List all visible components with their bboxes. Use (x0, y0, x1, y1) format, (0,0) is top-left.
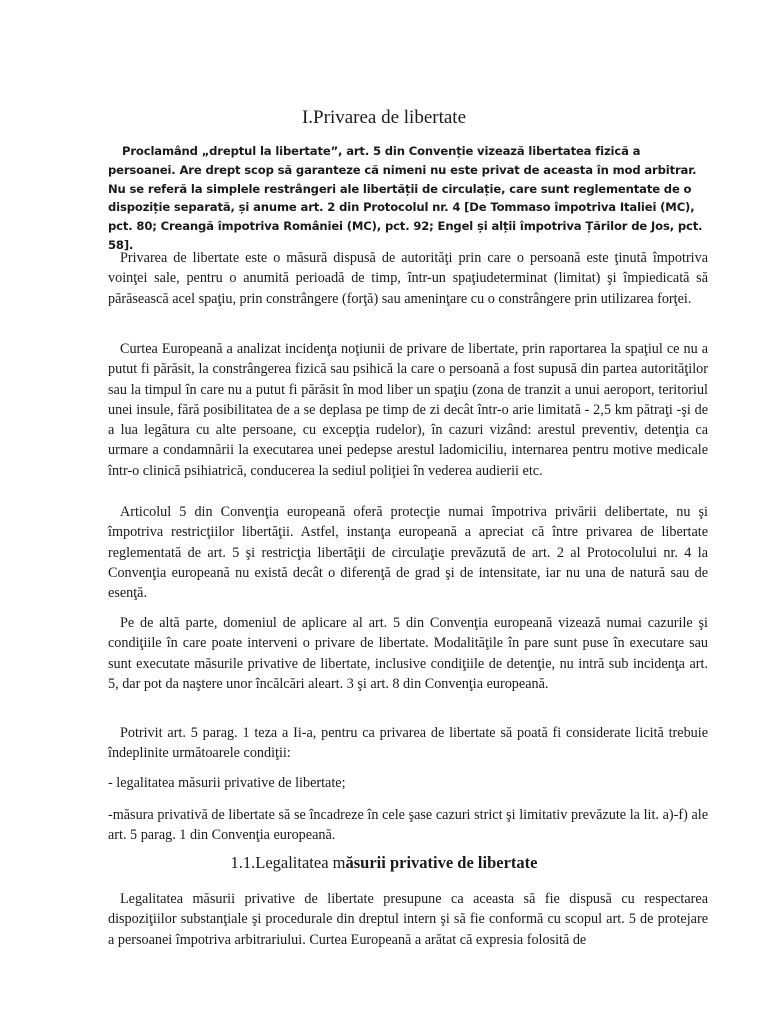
paragraph-legality: Legalitatea măsurii privative de libertate presupune ca aceasta să fie dispusă cu respectarea dispoziţiilor substanţiale şi procedurale din dreptul intern şi să fie conformă cu scopul art. 5 de protejare a persoanei împotriva arbitrariului. Curtea Europeană a arătat că expresia folosită de (108, 891, 708, 948)
section-heading-bold: ăsurii privative de libertate (345, 853, 538, 872)
paragraph-article-5-protection: Articolul 5 din Convenţia europeană oferă protecţie numai împotriva privării delibertate, nu şi împotriva restricţiilor libertăţii. Astfel, instanţa europeană a apreciat că între privarea de libertate reglementată de art. 5 şi restricţia libertăţii de circulaţie prevăzută de art. 2 al Protocolului nr. 4 la Convenţia europeană nu există decât o diferenţă de grad şi de intensitate, iar nu una de natură sau de esenţă. (108, 504, 708, 602)
document-title: I.Privarea de libertate (301, 107, 467, 128)
list-item-six-cases: -măsura privativă de libertate să se încadreze în cele şase cazuri strict şi limitativ prevăzute la lit. a)-f) ale art. 5 parag. 1 din Convenţia europeană. (108, 807, 708, 844)
list-item-legality: - legalitatea măsurii privative de libertate; (108, 775, 346, 791)
section-heading (0, 852, 768, 874)
intro-paragraph: Proclamând „dreptul la libertate”, art. 5 din Convenție vizează libertatea fizică a persoanei. Are drept scop să garanteze că nimeni nu este privat de aceasta în mod arbitrar. Nu se referă la simplele restrângeri ale libertății de circulație, care sunt reglementate de o dispoziție separată, și anume art. 2 din Protocolul nr. 4 [De Tommaso împotriva Italiei (MC), pct. 80; Creangă împotriva României (MC), pct. 92; Engel și alții împotriva Țărilor de Jos, pct. 58]. (108, 144, 703, 252)
paragraph-definition: Privarea de libertate este o măsură dispusă de autorităţi prin care o persoană este ţinută împotriva voinţei sale, pentru o anumită perioadă de timp, într-un spaţiudeterminat (limitat) şi împiedicată să părăsească acel spaţiu, prin constrângere (forţă) sau ameninţare cu o constrângere prin utilizarea forţei. (108, 250, 708, 307)
section-heading-prefix: 1.1.Legalitatea m (230, 853, 346, 872)
paragraph-scope: Pe de altă parte, domeniul de aplicare al art. 5 din Convenţia europeană vizează numai cazurile şi condiţiile în care poate interveni o privare de libertate. Modalităţile în pare sunt puse în executare sau sunt executate măsurile privative de libertate, inclusive condiţiile de detenţie, nu intră sub incidenţa art. 5, dar pot da naştere unor încălcări aleart. 3 şi art. 8 din Convenţia europeană. (108, 615, 708, 692)
paragraph-court-analysis: Curtea Europeană a analizat incidenţa noţiunii de privare de libertate, prin raportarea la spaţiul ce nu a putut fi părăsit, la constrângerea fizică sau psihică la care o persoană a fost supusă din partea autorităţilor sau la timpul în care nu a putut fi părăsit în mod liber un spaţiu (zona de tranzit a unui aeroport, teritoriul unei insule, fără posibilitatea de a se deplasa pe timp de zi decât într-o arie limitată - 2,5 km pătraţi -şi de a lua legătura cu alte persoane, cu excepţia rudelor), în cazuri vizând: arestul preventiv, detenţia ca urmare a condamnării la executarea unei pedepse arestul ladomiciliu, internarea pentru motive medicale într-o clinică psihiatrică, conducerea la sediul poliţiei în vederea audierii etc. (108, 341, 708, 479)
paragraph-conditions: Potrivit art. 5 parag. 1 teza a Ii-a, pentru ca privarea de libertate să poată fi considerate licită trebuie îndeplinite următoarele condiţii: (108, 725, 708, 762)
